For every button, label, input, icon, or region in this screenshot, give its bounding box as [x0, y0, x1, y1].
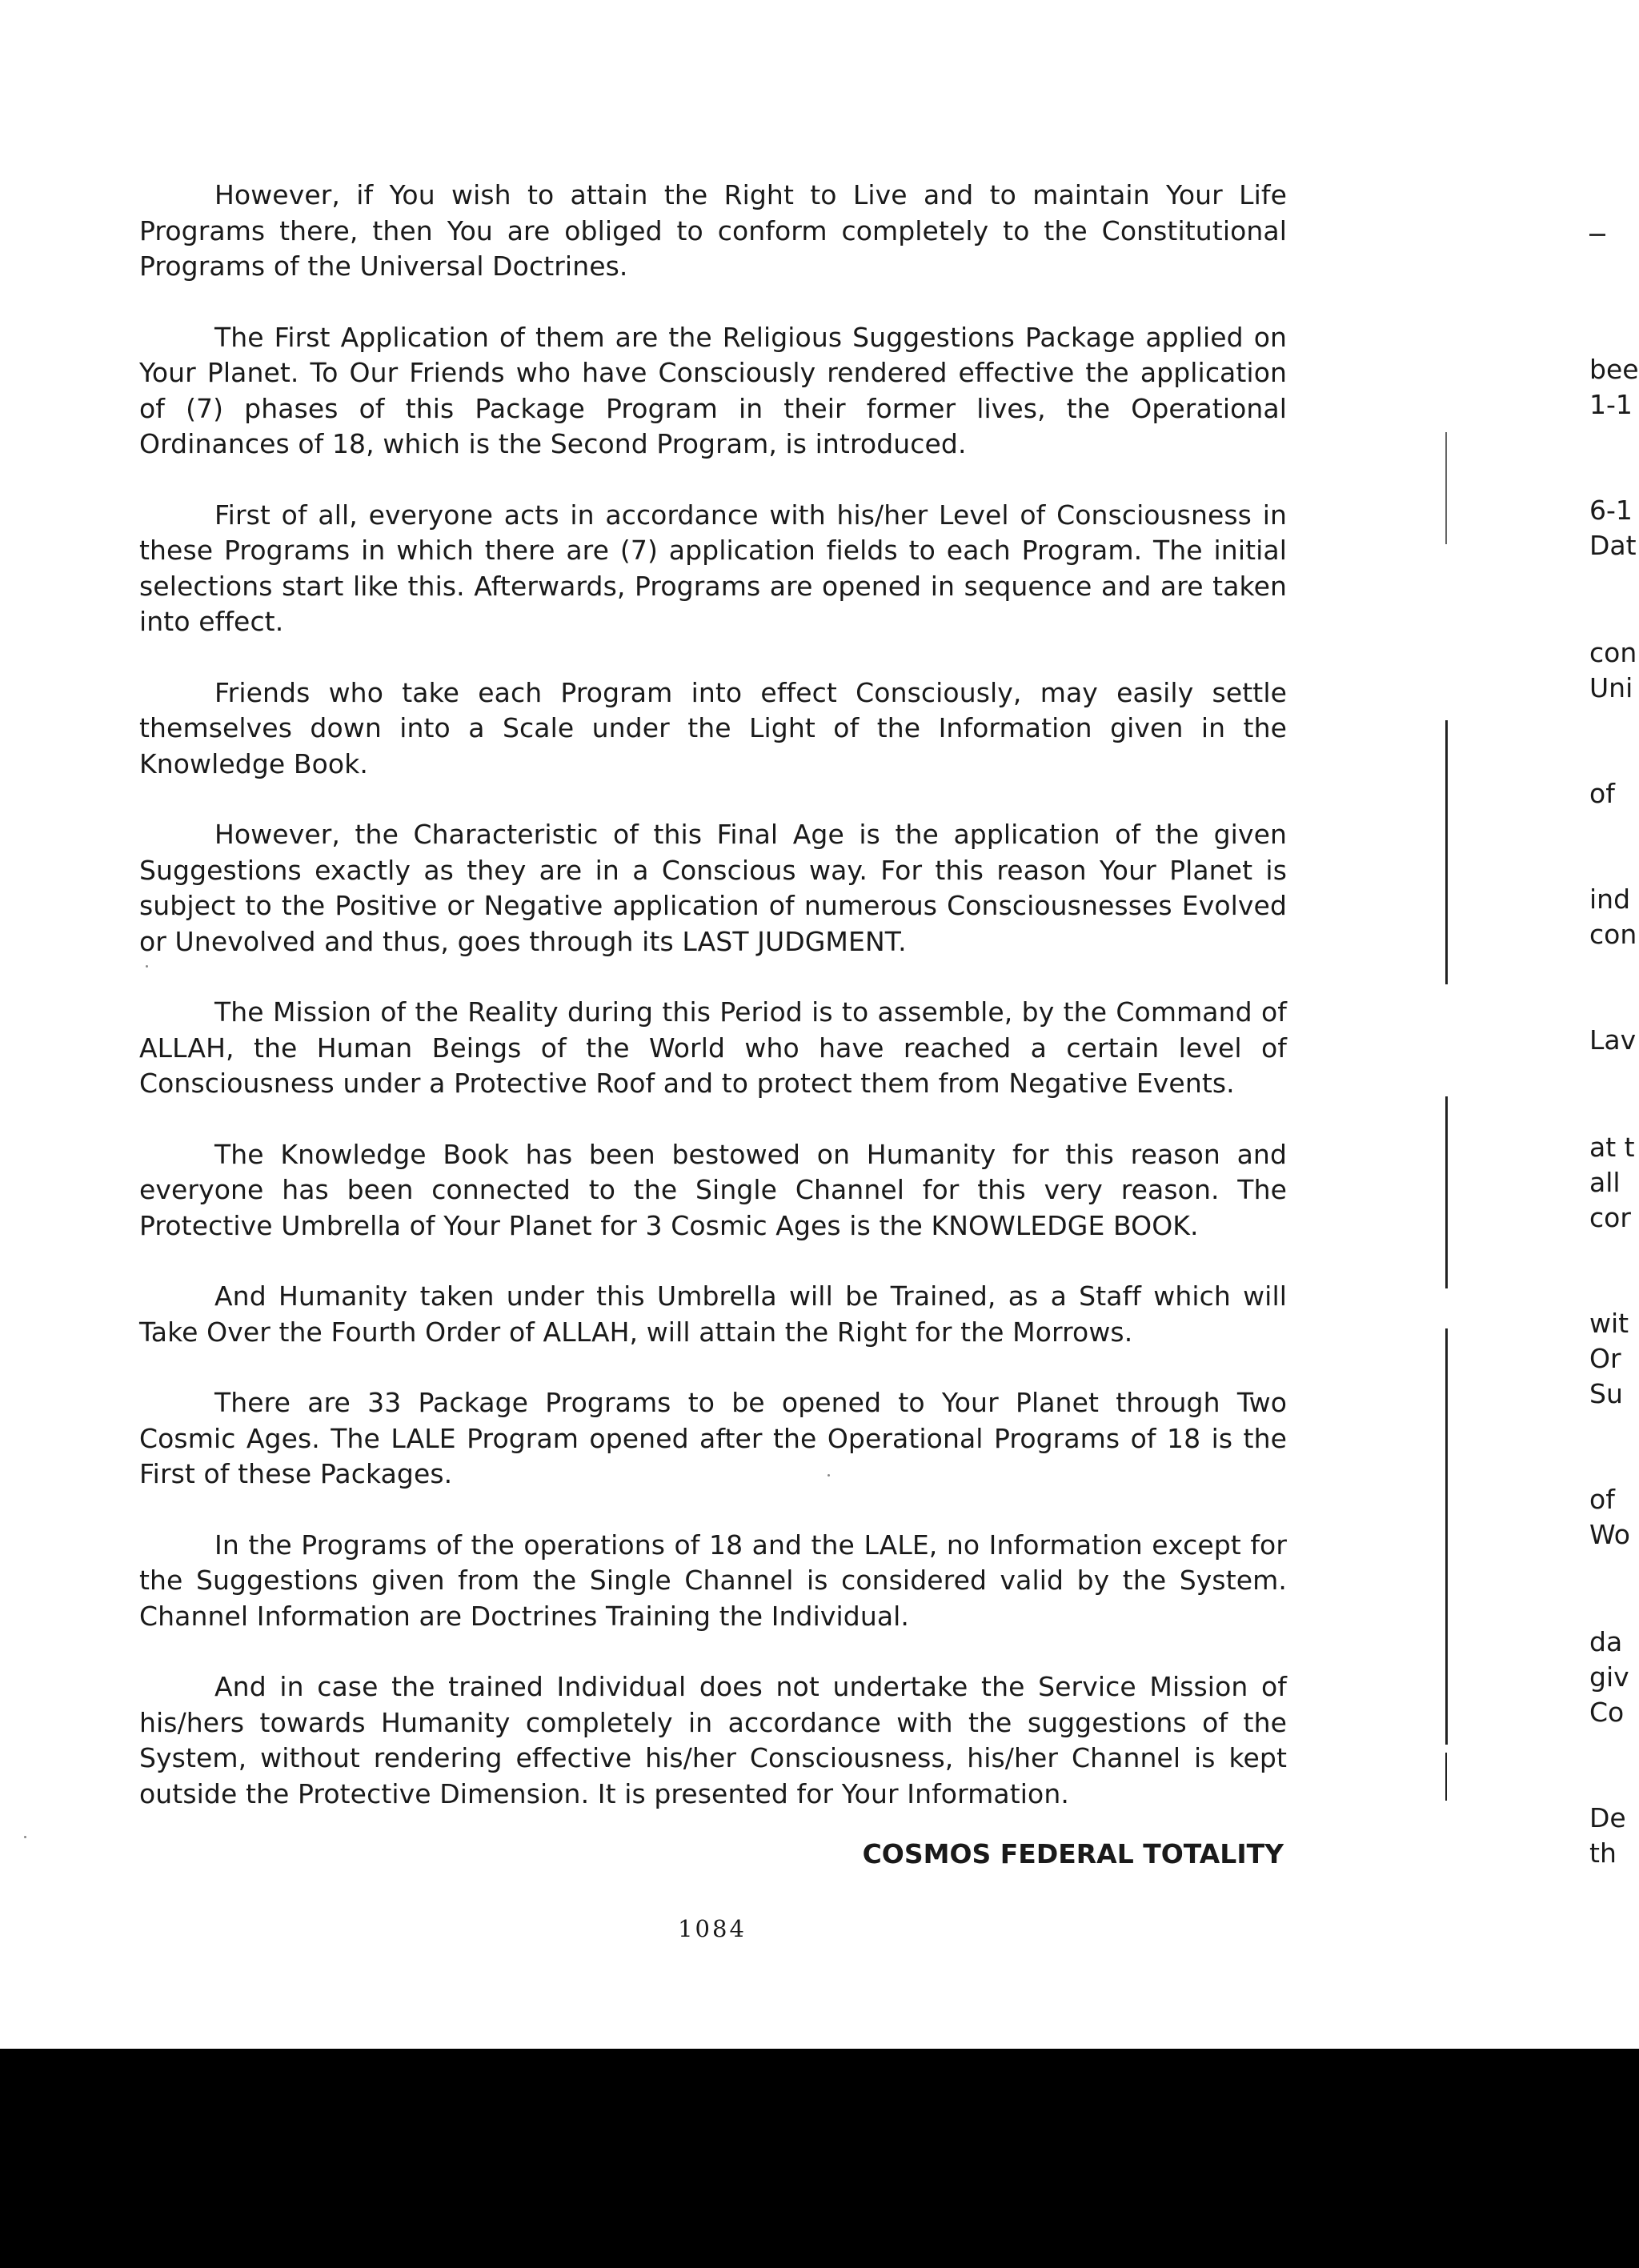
- gutter-line: [1445, 1753, 1447, 1801]
- scan-speck: [146, 965, 148, 968]
- facing-page-fragment: giv: [1589, 1661, 1629, 1693]
- paragraph: Friends who take each Program into effect Consciously, may easily settle themselves down into a Scale under the Light of the Information given in the Knowledge Book.: [139, 676, 1287, 779]
- scan-speck: [24, 1836, 26, 1838]
- facing-page-fragment: Lav: [1589, 1024, 1637, 1056]
- paragraph: The First Application of them are the Religious Suggestions Package applied on Your Planet. To Our Friends who have Consciously rendered effective the application of (7) phases of this Package Program in their former lives, the Operational Ordinances of 18, which is the Second Program, is introduced.: [139, 321, 1287, 459]
- facing-page-fragment: wit: [1589, 1308, 1629, 1339]
- facing-page-fragment: ind: [1589, 884, 1631, 915]
- paragraph: However, if You wish to attain the Right to Live and to maintain Your Life Programs there, then You are obliged to conform completely to the Constitutional Programs of the Universal Doctrines.: [139, 179, 1287, 282]
- facing-page-fragment: th: [1589, 1837, 1617, 1869]
- paragraph: The Mission of the Reality during this Period is to assemble, by the Command of ALLAH, the Human Beings of the World who have reached a certain level of Consciousness under a Protective Roof and to protect them from Negative Events.: [139, 996, 1287, 1099]
- facing-page-fragment: cor: [1589, 1202, 1631, 1233]
- main-text-column: [139, 178, 1287, 1847]
- paragraph: The Knowledge Book has been bestowed on Humanity for this reason and everyone has been connected to the Single Channel for this very reason. The Protective Umbrella of Your Planet for 3 Cosmic Ages is the KNOWLEDGE BOOK.: [139, 1138, 1287, 1241]
- facing-page-fragment: Co: [1589, 1697, 1625, 1728]
- paragraph: In the Programs of the operations of 18 and the LALE, no Information except for the Suggestions given from the Single Channel is considered valid by the System. Channel Information are Doctrines Training the Individual.: [139, 1529, 1287, 1632]
- facing-page-fragment: 1-1: [1589, 389, 1633, 420]
- facing-page-fragment: con: [1589, 637, 1637, 668]
- gutter-line: [1445, 1096, 1448, 1288]
- facing-page-fragment: 6-1: [1589, 495, 1633, 526]
- paragraph: And in case the trained Individual does not undertake the Service Mission of his/hers towards Humanity completely in accordance with the suggestions of the System, without rendering effective his/her Consciousness, his/her Channel is kept outside the Protective Dimension. It is presented for Your Information.: [139, 1671, 1287, 1809]
- facing-page-fragment: De: [1589, 1802, 1626, 1833]
- facing-page-fragment: bee: [1589, 354, 1639, 385]
- gutter-line: [1445, 720, 1448, 984]
- paragraph: And Humanity taken under this Umbrella will be Trained, as a Staff which will Take Over the Fourth Order of ALLAH, will attain the Right for the Morrows.: [139, 1280, 1287, 1348]
- facing-page-fragment: Uni: [1589, 672, 1633, 703]
- facing-page-fragment: Or: [1589, 1343, 1621, 1374]
- facing-page-fragment: Su: [1589, 1378, 1623, 1409]
- facing-page-fragment: con: [1589, 919, 1637, 950]
- page-number: 1084: [678, 1915, 747, 1942]
- scan-speck: [828, 1474, 830, 1477]
- facing-page-fragment: da: [1589, 1626, 1623, 1657]
- gutter-line: [1445, 1328, 1448, 1745]
- facing-page-fragment: all: [1589, 1167, 1621, 1198]
- gutter-line: [1445, 432, 1447, 544]
- facing-page-fragment: of: [1589, 778, 1615, 809]
- paragraph: First of all, everyone acts in accordance with his/her Level of Consciousness in these Programs in which there are (7) application fields to each Program. The initial selections start like this. Afterwards, Programs are opened in sequence and are taken into effect.: [139, 499, 1287, 637]
- signature: COSMOS FEDERAL TOTALITY: [862, 1838, 1284, 1869]
- facing-page-fragment: Wo: [1589, 1519, 1630, 1550]
- facing-page-dash: [1589, 234, 1605, 236]
- facing-page-fragment: Dat: [1589, 530, 1637, 561]
- paragraph: However, the Characteristic of this Final Age is the application of the given Suggestions exactly as they are in a Conscious way. For this reason Your Planet is subject to the Positive or Negative application of numerous Consciousnesses Evolved or Unevolved and thus, goes through its LAST JUDGMENT.: [139, 819, 1287, 957]
- facing-page-fragment: at t: [1589, 1132, 1635, 1163]
- scan-border: [0, 2049, 1639, 2268]
- paragraph: There are 33 Package Programs to be opened to Your Planet through Two Cosmic Ages. The LALE Program opened after the Operational Programs of 18 is the First of these Packages.: [139, 1387, 1287, 1489]
- facing-page-fragment: of: [1589, 1484, 1615, 1515]
